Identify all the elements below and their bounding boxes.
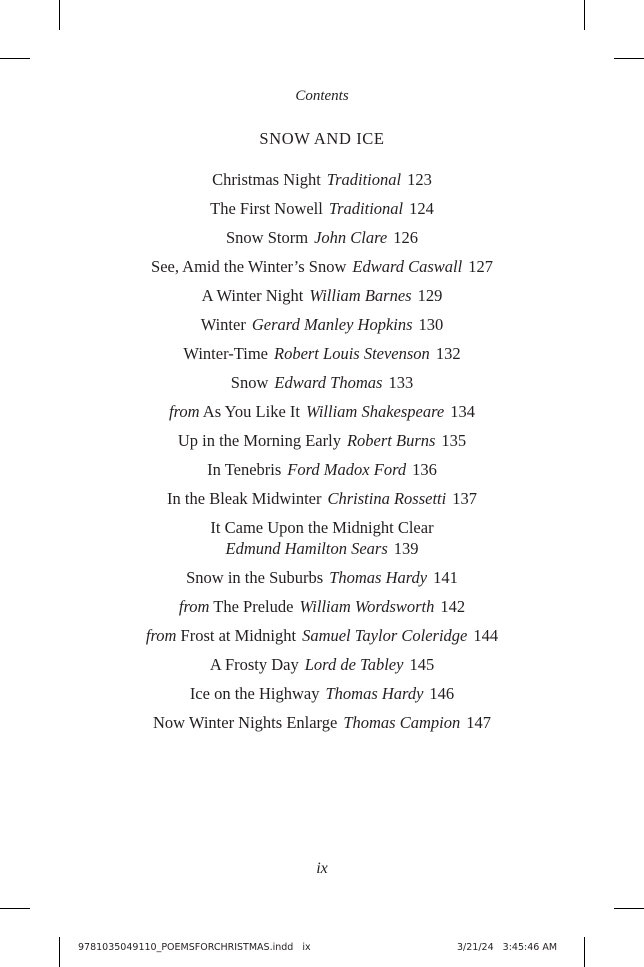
entry-title: Up in the Morning Early xyxy=(177,431,341,450)
entry-author: Traditional xyxy=(326,170,402,189)
contents-entry xyxy=(0,373,644,393)
entry-page-number: 139 xyxy=(393,539,419,558)
entry-author: John Clare xyxy=(314,228,388,247)
entry-title: Frost at Midnight xyxy=(180,626,297,645)
entry-title: In the Bleak Midwinter xyxy=(167,489,322,508)
contents-entry xyxy=(0,460,644,480)
entry-author: William Barnes xyxy=(309,286,412,305)
entry-title: As You Like It xyxy=(202,402,300,421)
entry-page-number: 127 xyxy=(468,257,493,276)
entry-author: Edward Caswall xyxy=(352,257,463,276)
entry-page-number: 147 xyxy=(466,713,491,732)
entry-page-number: 126 xyxy=(393,228,418,247)
contents-entry xyxy=(0,286,644,306)
entry-author: Thomas Campion xyxy=(343,713,461,732)
entry-title: Winter-Time xyxy=(183,344,268,363)
contents-entry xyxy=(0,228,644,248)
contents-entry xyxy=(0,713,644,733)
section-title: SNOW AND ICE xyxy=(259,129,385,148)
crop-mark-top-left xyxy=(59,0,60,30)
slug-filename: 9781035049110_POEMSFORCHRISTMAS.indd ix xyxy=(78,942,311,953)
entry-page-number: 124 xyxy=(409,199,434,218)
entry-author: Samuel Taylor Coleridge xyxy=(302,626,468,645)
crop-mark-right-top xyxy=(614,58,644,59)
entry-title: A Winter Night xyxy=(201,286,304,305)
entry-author: Traditional xyxy=(328,199,404,218)
entry-page-number: 136 xyxy=(412,460,437,479)
printer-slug xyxy=(0,942,644,958)
entry-page-number: 130 xyxy=(418,315,444,334)
crop-mark-left-bottom xyxy=(0,908,30,909)
entry-page-number: 142 xyxy=(440,597,466,616)
contents-list xyxy=(0,170,644,742)
entry-author: Edmund Hamilton Sears xyxy=(225,539,388,558)
contents-entry xyxy=(0,257,644,277)
contents-entry xyxy=(0,170,644,190)
entry-page-number: 123 xyxy=(407,170,432,189)
page-folio: ix xyxy=(316,860,328,877)
entry-author: Ford Madox Ford xyxy=(287,460,407,479)
entry-page-number: 141 xyxy=(433,568,458,587)
entry-title: Ice on the Highway xyxy=(189,684,320,703)
entry-page-number: 135 xyxy=(441,431,467,450)
entry-author: Thomas Hardy xyxy=(329,568,428,587)
slug-timestamp: 3/21/24 3:45:46 AM xyxy=(457,942,558,953)
entry-title: It Came Upon the Midnight Clear xyxy=(210,518,434,537)
contents-entry xyxy=(0,568,644,588)
entry-author: Robert Burns xyxy=(346,431,436,450)
entry-title: Christmas Night xyxy=(212,170,321,189)
entry-page-number: 144 xyxy=(473,626,499,645)
entry-author: Gerard Manley Hopkins xyxy=(251,315,413,334)
contents-entry xyxy=(0,431,644,451)
entry-author: Lord de Tabley xyxy=(304,655,404,674)
entry-title: In Tenebris xyxy=(207,460,282,479)
entry-prefix: from xyxy=(145,626,177,645)
entry-author: Thomas Hardy xyxy=(325,684,424,703)
entry-title: A Frosty Day xyxy=(209,655,299,674)
contents-entry xyxy=(0,315,644,335)
entry-title: Snow in the Suburbs xyxy=(186,568,324,587)
contents-entry xyxy=(0,626,644,646)
entry-title: Snow xyxy=(230,373,269,392)
entry-author: William Wordsworth xyxy=(299,597,435,616)
entry-author: Robert Louis Stevenson xyxy=(273,344,430,363)
entry-page-number: 137 xyxy=(452,489,477,508)
entry-title: The Prelude xyxy=(213,597,294,616)
entry-author: Christina Rossetti xyxy=(327,489,447,508)
entry-page-number: 134 xyxy=(450,402,475,421)
entry-page-number: 133 xyxy=(388,373,414,392)
contents-entry xyxy=(0,344,644,364)
entry-title: See, Amid the Winter’s Snow xyxy=(151,257,347,276)
contents-entry xyxy=(0,655,644,675)
entry-author: Edward Thomas xyxy=(274,373,383,392)
contents-entry xyxy=(0,684,644,704)
entry-page-number: 146 xyxy=(429,684,455,703)
entry-page-number: 129 xyxy=(417,286,443,305)
entry-title: Now Winter Nights Enlarge xyxy=(153,713,338,732)
running-head: Contents xyxy=(295,88,349,104)
entry-title: Snow Storm xyxy=(226,228,309,247)
contents-entry xyxy=(0,518,644,559)
contents-entry xyxy=(0,597,644,617)
entry-page-number: 132 xyxy=(435,344,461,363)
entry-prefix: from xyxy=(178,597,210,616)
contents-entry xyxy=(0,199,644,219)
entry-page-number: 145 xyxy=(409,655,435,674)
entry-author: William Shakespeare xyxy=(305,402,445,421)
crop-mark-top-right xyxy=(584,0,585,30)
entry-title: The First Nowell xyxy=(210,199,323,218)
crop-mark-right-bottom xyxy=(614,908,644,909)
crop-mark-left-top xyxy=(0,58,30,59)
entry-prefix: from xyxy=(169,402,200,421)
contents-entry xyxy=(0,489,644,509)
entry-title: Winter xyxy=(200,315,246,334)
contents-entry xyxy=(0,402,644,422)
